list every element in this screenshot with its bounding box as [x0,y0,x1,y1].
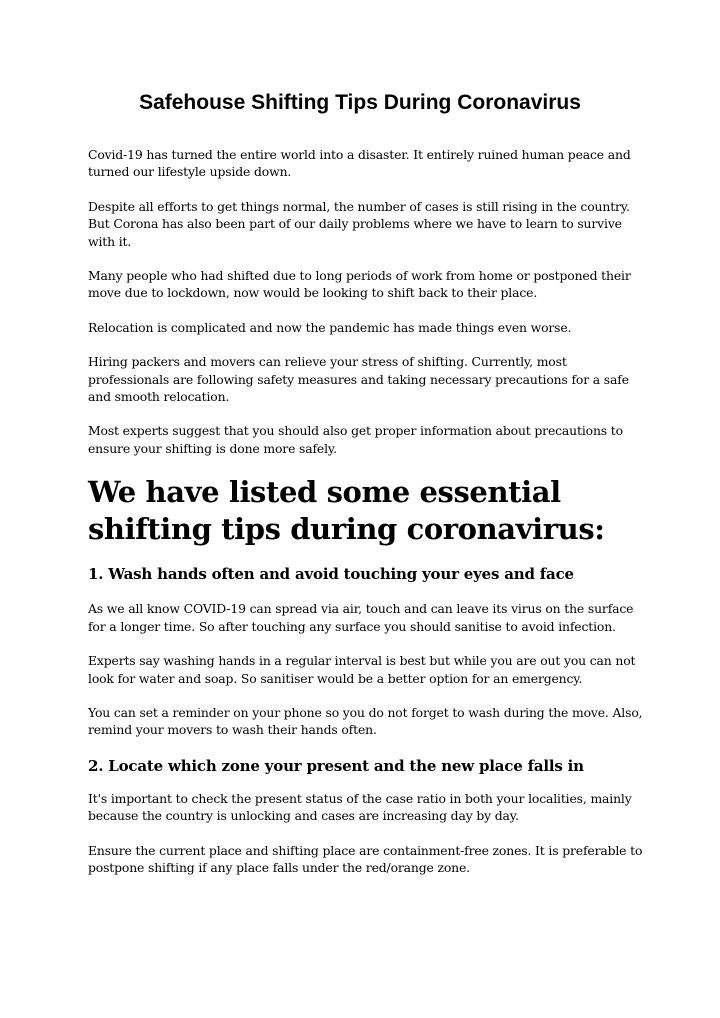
section-paragraph: You can set a reminder on your phone so you do not forget to wash during the move. Also, remind your movers to wash their hands often. [88,704,643,738]
main-heading: We have listed some essential shifting tips during coronavirus: [88,475,605,547]
intro-paragraph: Covid-19 has turned the entire world into a disaster. It entirely ruined human peace and turned our lifestyle upside down. [88,147,631,180]
intro-paragraph: Many people who had shifted due to long periods of work from home or postponed their move due to lockdown, now would be looking to shift back to their place. [88,268,631,301]
section-paragraph: Ensure the current place and shifting place are containment-free zones. It is preferable to postpone shifting if any place falls under the red/orange zone. [88,842,643,875]
intro-paragraph: Despite all efforts to get things normal, the number of cases is still rising in the country. But Corona has also been part of our daily problems where we have to learn to survive with it. [88,198,630,249]
page-title: Safehouse Shifting Tips During Coronavirus [139,91,581,114]
intro-paragraph: Most experts suggest that you should also get proper information about precautions to ensure your shifting is done more safely. [88,423,623,456]
section-heading-locate-zone: 2. Locate which zone your present and the new place falls in [88,756,584,775]
article-body [88,146,648,893]
intro-paragraph: Relocation is complicated and now the pandemic has made things even worse. [88,319,572,335]
section-paragraph: It's important to check the present status of the case ratio in both your localities, mainly because the country is unlocking and cases are increasing day by day. [88,790,632,824]
intro-paragraph: Hiring packers and movers can relieve your stress of shifting. Currently, most professionals are following safety measures and taking necessary precautions for a safe and smooth relocation. [88,354,629,405]
section-paragraph: Experts say washing hands in a regular interval is best but while you are out you can not look for water and soap. So sanitiser would be a better option for an emergency. [88,653,636,686]
section-heading-wash-hands: 1. Wash hands often and avoid touching your eyes and face [88,565,574,584]
section-paragraph: As we all know COVID-19 can spread via air, touch and can leave its virus on the surface for a longer time. So after touching any surface you should sanitise to avoid infection. [88,601,634,634]
